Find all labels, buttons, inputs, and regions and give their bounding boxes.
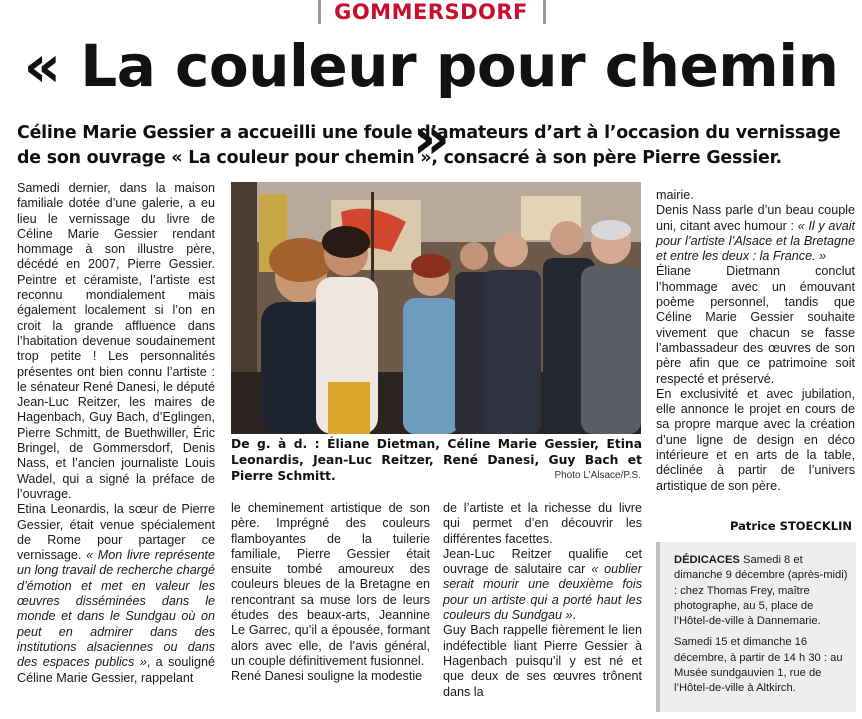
text-run: Denis Nass parle d’un beau couple uni, citant avec humour : (656, 203, 855, 233)
info-box-lead: DÉDICACES (674, 554, 740, 566)
article-headline: « La couleur pour chemin » (23, 32, 839, 172)
paragraph: de l’artiste et la richesse du livre qui permet d’en découvrir les différentes facettes. (443, 501, 642, 546)
text-run: , a souligné Céline Marie Gessier, rappelant (17, 655, 215, 685)
paragraph (443, 547, 642, 623)
article-lead: Céline Marie Gessier a accueilli une foule d’amateurs d’art à l’occasion du vernissage de son ouvrage « La couleur pour chemin », consacré à son père Pierre Gessier. (17, 123, 841, 168)
photo-caption: De g. à d. : Éliane Dietman, Céline Marie Gessier, Etina Leonardis, Jean-Luc Reitzer, René Danesi, Guy Bach et Pierre Schmitt. (231, 437, 642, 483)
paragraph: Guy Bach rappelle fièrement le lien indéfectible liant Pierre Gessier à Hagenbach puisqu’il y est né et que deux de ses œuvres trônent dans la (443, 623, 642, 699)
article-column-2 (231, 501, 430, 685)
text-run: . (572, 608, 577, 623)
info-box-paragraph (674, 553, 850, 629)
info-box-dedicaces (656, 542, 856, 712)
quote: « oublier serait mourir une deuxième fois pour un artiste qui a porté haut les couleurs du Sundgau » (443, 562, 642, 623)
paragraph: Samedi dernier, dans la maison familiale dotée d’une galerie, a eu lieu le vernissage du livre de Céline Marie Gessier rendant hommage à son illustre père, décédé en 2007, Pierre Gessier. Peintre et céramiste, l’artiste est reconnu mondialement mais également localement si l’on en croit la grande affluence dans l’habitation devenue soudainement trop petite ! Les personnalités présentes ont bien connu l’artiste : le sénateur René Danesi, le député Jean-Luc Reitzer, les maires de Hagenbach, Guy Bach, d’Eglingen, Pierre Schmitt, de Buethwiller, Éric Bringel, de Gommersdorf, Denis Nass, et l’ancien journaliste Louis Wadel, qui a signé la préface de l’ouvrage. (17, 181, 215, 501)
paragraph: mairie. (656, 188, 694, 202)
quote: « Il y avait pour l’artiste l’Alsace et la Bretagne et entre les deux : la France. » (656, 218, 855, 264)
article-column-4 (656, 188, 855, 494)
paragraph: Éliane Dietmann conclut l’hommage avec un émouvant poème personnel, tandis que Céline Marie Gessier souhaite vivement que chacun se fasse l’ambassadeur des œuvres de son père afin que ce patrimoine soit respecté et préservé. (656, 264, 855, 386)
info-box-paragraph: Samedi 15 et dimanche 16 décembre, à partir de 14 h 30 : au Musée sundgauvien 1, rue de l’Hôtel-de-ville à Altkirch. (674, 636, 843, 695)
article-photo (231, 182, 641, 434)
paragraph (656, 203, 855, 264)
kicker-divider-right (543, 0, 546, 24)
kicker-header (0, 0, 862, 28)
kicker-locality: GOMMERSDORF (334, 0, 528, 24)
text-run: Samedi 8 et dimanche 9 décembre (après-midi) : chez Thomas Frey, maître photographe, au 5, place de l’Hôtel-de-ville à Dannemarie. (674, 554, 848, 628)
paragraph: En exclusivité et avec jubilation, elle annonce le projet en cours de sa propre marque avec la création d’une ligne de design en déco intérieure et en arts de la table, déclinée à partir de l’univers artistique de son père. (656, 386, 855, 493)
photo-credit: Photo L’Alsace/P.S. (554, 470, 641, 481)
paragraph (17, 502, 215, 686)
article-column-1 (17, 181, 215, 686)
paragraph: le cheminement artistique de son père. Imprégné des couleurs flamboyantes de la tuilerie familiale, Pierre Gessier était ensuite tombé amoureux des couleurs bleues de la Bretagne en rencontrant sa muse lors de leurs études des beaux-arts, Jeannine Le Garrec, qu’il a épousée, formant alors avec elle, de l’avis général, un couple définitivement fusionnel. (231, 501, 430, 668)
quote: « Mon livre représente un long travail de recherche chargé d’émotion et met en valeur les œuvres disséminées dans le monde et dans le Sundgau où on peut en admirer dans des institutions alsaciennes ou dans des espaces publics » (17, 548, 215, 670)
text-run: Jean-Luc Reitzer qualifie cet ouvrage de salutaire car (443, 546, 642, 577)
text-run: Etina Leonardis, la sœur de Pierre Gessier, était venue spécialement de Rome pour partager ce vernissage. (17, 502, 215, 563)
article-column-3 (443, 501, 642, 700)
paragraph: René Danesi souligne la modestie (231, 669, 423, 684)
author-signature: Patrice STOECKLIN (730, 519, 852, 533)
